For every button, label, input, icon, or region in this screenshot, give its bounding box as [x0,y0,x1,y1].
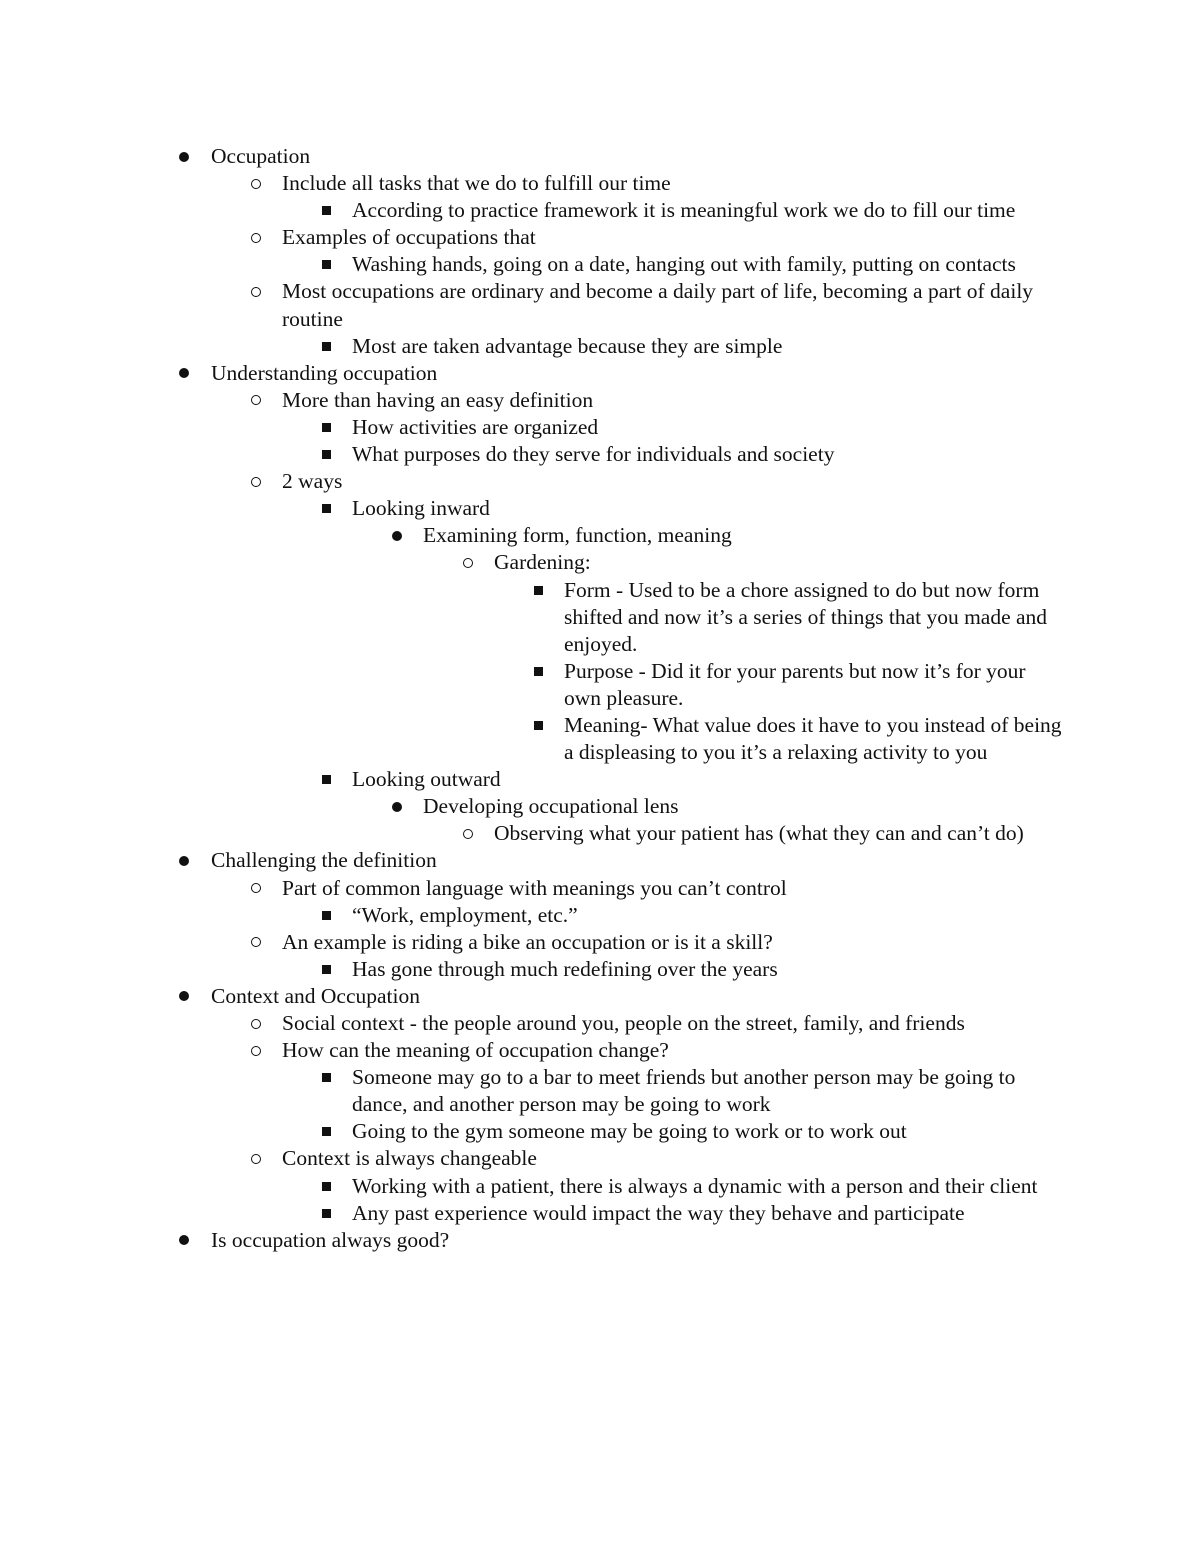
square-bullet-icon [314,251,338,278]
bullet-outline [0,143,1200,1254]
list-item [0,1118,1200,1145]
list-item-text: Is occupation always good? [211,1227,450,1252]
circle-bullet-icon [244,387,268,414]
circle-bullet-icon [244,1145,268,1172]
list-item [0,847,1200,874]
square-bullet-icon [526,577,550,604]
list-item [0,1173,1200,1200]
square-bullet-icon [314,902,338,929]
list-item-text: An example is riding a bike an occupation or is it a skill? [282,929,773,954]
list-item-text: More than having an easy definition [282,387,594,412]
list-item-text: Form - Used to be a chore assigned to do but now form shifted and now it’s a series of things that you made and enjoyed. [564,577,1048,656]
list-item-text: Observing what your patient has (what they can and can’t do) [494,821,1024,846]
list-item-text: Most are taken advantage because they are simple [352,333,783,358]
square-bullet-icon [314,1173,338,1200]
circle-bullet-icon [244,875,268,902]
list-item-text: Most occupations are ordinary and become a daily part of life, becoming a part of daily routine [282,279,1034,331]
list-item-text: Gardening: [494,550,591,575]
circle-bullet-icon [244,170,268,197]
list-item-text: Has gone through much redefining over the years [352,956,778,981]
list-item-text: According to practice framework it is meaningful work we do to fill our time [352,198,1016,223]
list-item-text: 2 ways [282,469,343,494]
list-item [0,658,1200,712]
square-bullet-icon [314,414,338,441]
list-item [0,360,1200,387]
disc-bullet-icon [172,360,196,387]
list-item-text: Working with a patient, there is always a dynamic with a person and their client [352,1173,1038,1198]
list-item-text: What purposes do they serve for individuals and society [352,442,835,467]
list-item [0,793,1200,820]
list-item-text: Washing hands, going on a date, hanging out with family, putting on contacts [352,252,1016,277]
list-item [0,820,1200,847]
square-bullet-icon [314,495,338,522]
list-item-text: How can the meaning of occupation change? [282,1038,669,1063]
list-item [0,495,1200,522]
list-item-text: Going to the gym someone may be going to work or to work out [352,1119,907,1144]
list-item-text: Include all tasks that we do to fulfill our time [282,171,671,196]
list-item-text: Looking outward [352,767,501,792]
circle-bullet-icon [456,549,480,576]
list-item [0,1064,1200,1118]
list-item [0,1200,1200,1227]
list-item [0,468,1200,495]
list-item [0,902,1200,929]
list-item-text: Looking inward [352,496,490,521]
list-item-text: Purpose - Did it for your parents but now it’s for your own pleasure. [564,658,1026,710]
disc-bullet-icon [172,1227,196,1254]
circle-bullet-icon [244,1010,268,1037]
list-item-text: How activities are organized [352,414,599,439]
list-item-text: Developing occupational lens [423,794,679,819]
disc-bullet-icon [172,983,196,1010]
list-item [0,387,1200,414]
list-item-text: Examining form, function, meaning [423,523,732,548]
square-bullet-icon [314,1200,338,1227]
list-item-text: Any past experience would impact the way they behave and participate [352,1200,965,1225]
disc-bullet-icon [172,143,196,170]
list-item [0,522,1200,549]
list-item-text: Someone may go to a bar to meet friends but another person may be going to dance, and another person may be going to work [352,1065,1016,1117]
list-item-text: Part of common language with meanings you can’t control [282,875,787,900]
square-bullet-icon [314,441,338,468]
list-item [0,197,1200,224]
list-item [0,170,1200,197]
square-bullet-icon [314,333,338,360]
list-item [0,143,1200,170]
list-item [0,549,1200,576]
list-item [0,251,1200,278]
list-item-text: Social context - the people around you, people on the street, family, and friends [282,1011,965,1035]
list-item [0,1010,1200,1037]
list-item-text: Context and Occupation [211,983,420,1008]
circle-bullet-icon [244,468,268,495]
list-item-text: Challenging the definition [211,848,437,873]
circle-bullet-icon [244,929,268,956]
square-bullet-icon [314,766,338,793]
list-item-text: Occupation [211,144,311,168]
list-item [0,929,1200,956]
disc-bullet-icon [172,847,196,874]
list-item-text: Understanding occupation [211,360,438,385]
disc-bullet-icon [385,793,409,820]
list-item [0,766,1200,793]
circle-bullet-icon [244,224,268,251]
list-item [0,1145,1200,1172]
list-item [0,278,1200,332]
circle-bullet-icon [244,278,268,305]
list-item [0,224,1200,251]
square-bullet-icon [526,658,550,685]
square-bullet-icon [314,197,338,224]
list-item-text: “Work, employment, etc.” [352,902,578,927]
list-item [0,1037,1200,1064]
list-item [0,1227,1200,1254]
list-item [0,983,1200,1010]
list-item-text: Meaning- What value does it have to you instead of being a displeasing to you it’s a relaxing activity to you [564,712,1062,765]
circle-bullet-icon [456,820,480,847]
list-item [0,414,1200,441]
square-bullet-icon [526,712,550,739]
list-item [0,441,1200,468]
list-item [0,875,1200,902]
list-item [0,333,1200,360]
list-item-text: Context is always changeable [282,1146,537,1171]
square-bullet-icon [314,1064,338,1091]
list-item [0,712,1200,766]
disc-bullet-icon [385,522,409,549]
square-bullet-icon [314,956,338,983]
circle-bullet-icon [244,1037,268,1064]
list-item [0,577,1200,658]
list-item-text: Examples of occupations that [282,225,536,250]
list-item [0,956,1200,983]
square-bullet-icon [314,1118,338,1145]
